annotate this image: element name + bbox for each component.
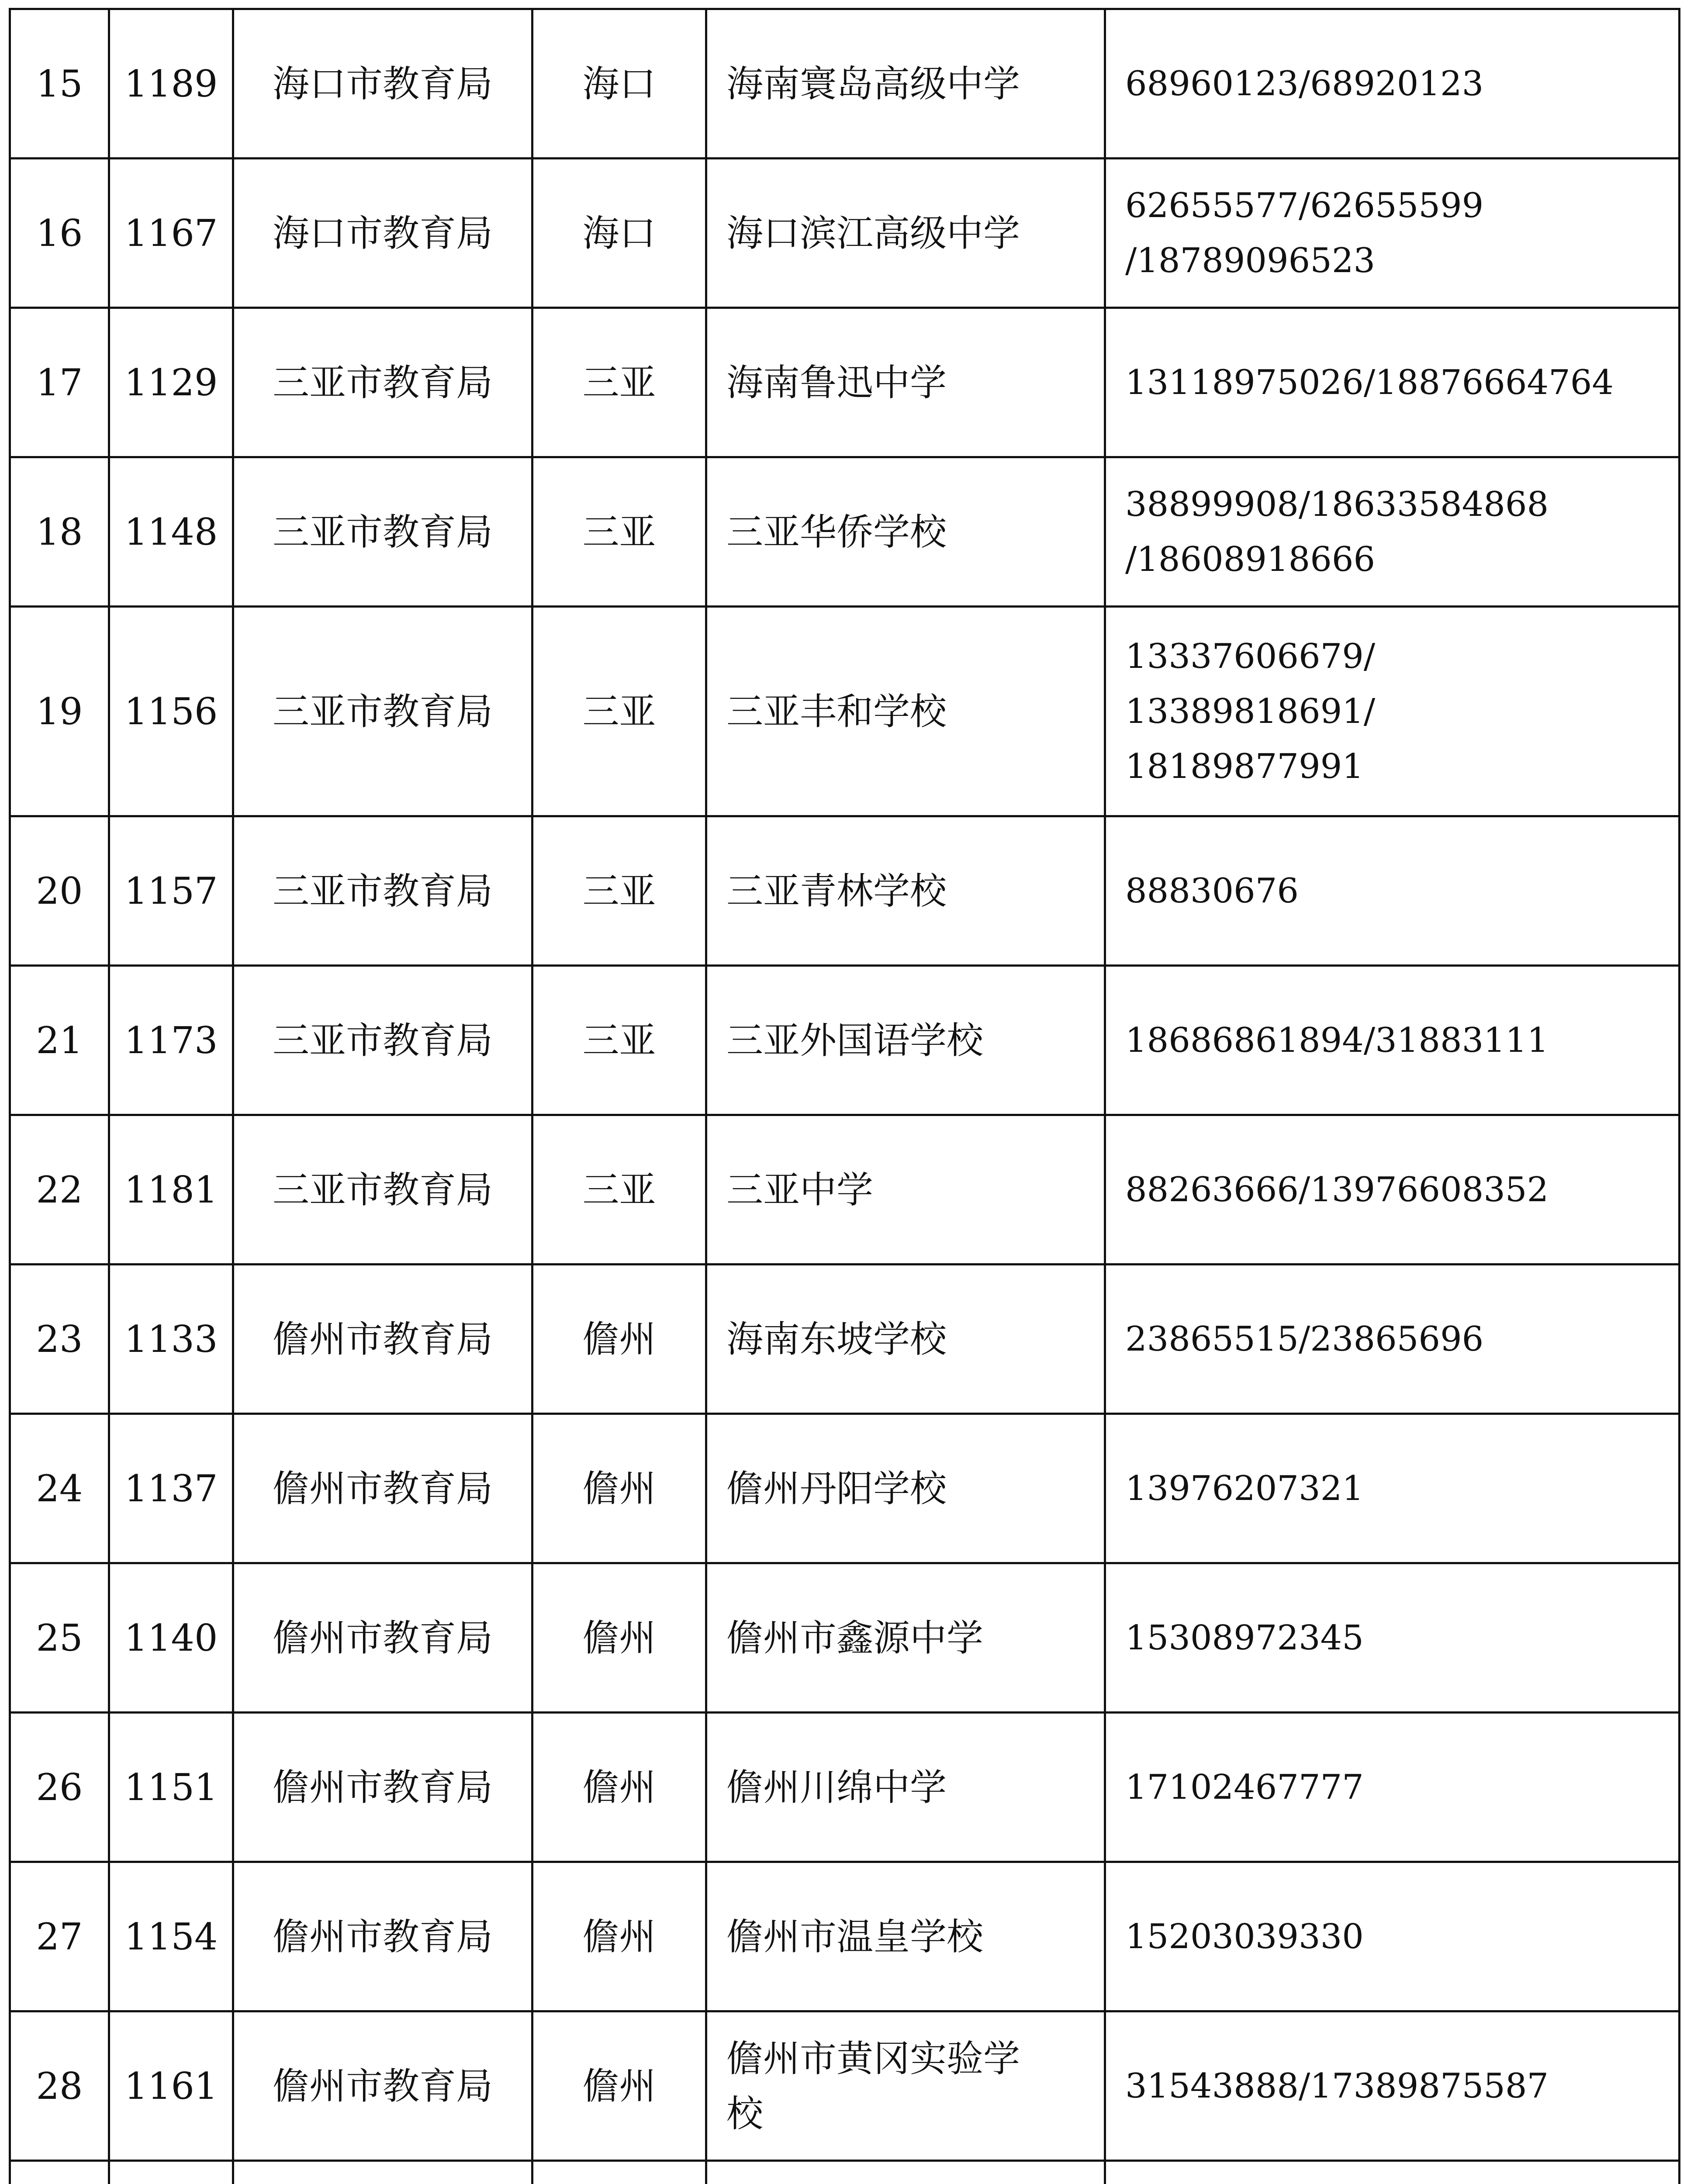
- school-name-line: 儋州丹阳学校: [726, 1467, 947, 1510]
- table-row: [10, 9, 1680, 159]
- school-name-cell: [706, 607, 1105, 816]
- row-number-cell: 23: [10, 1265, 109, 1414]
- school-code-cell: 1129: [109, 308, 233, 457]
- row-number-cell: 24: [10, 1414, 109, 1563]
- contact-phone-cell: [1105, 1414, 1680, 1563]
- contact-phone-cell: [1105, 966, 1680, 1115]
- phone-line: 18686861894/31883111: [1125, 1020, 1549, 1060]
- school-name-cell: [706, 159, 1105, 308]
- school-code-cell: 1181: [109, 1115, 233, 1265]
- school-name-cell: [706, 1115, 1105, 1265]
- school-code-cell: 1161: [109, 2011, 233, 2161]
- row-number-cell: 22: [10, 1115, 109, 1265]
- education-bureau-cell: [233, 2161, 532, 2184]
- school-name-cell: [706, 1862, 1105, 2011]
- city-cell: 儋州: [532, 2011, 706, 2161]
- school-name-cell: [706, 1713, 1105, 1862]
- school-code-cell: 1167: [109, 159, 233, 308]
- contact-phone-cell: [1105, 607, 1680, 816]
- phone-line: 15308972345: [1125, 1618, 1364, 1658]
- school-name-cell: [706, 966, 1105, 1115]
- table-row: [10, 1265, 1680, 1414]
- phone-line: 23865515/23865696: [1125, 1319, 1484, 1359]
- education-bureau-cell: 儋州市教育局: [233, 1414, 532, 1563]
- city-cell: 儋州: [532, 1265, 706, 1414]
- school-code-cell: 1189: [109, 9, 233, 159]
- phone-line: 38899908/18633584868: [1125, 484, 1549, 524]
- school-code-cell: 1148: [109, 457, 233, 607]
- education-bureau-cell: 儋州市教育局: [233, 1713, 532, 1862]
- school-code-cell: 1133: [109, 1265, 233, 1414]
- phone-line: [1125, 2181, 1665, 2184]
- phone-line: /18608918666: [1125, 539, 1376, 579]
- education-bureau-cell: 海口市教育局: [233, 159, 532, 308]
- education-bureau-cell: 儋州市教育局: [233, 1265, 532, 1414]
- school-name-line: 儋州市黄冈实验学: [726, 2037, 1020, 2080]
- school-code-cell: 1156: [109, 607, 233, 816]
- contact-phone-cell: [1105, 1862, 1680, 2011]
- table-row: [10, 308, 1680, 457]
- row-number-cell: 27: [10, 1862, 109, 2011]
- school-name-line: 校: [726, 2092, 764, 2135]
- contact-phone-cell: [1105, 308, 1680, 457]
- school-code-cell: 1137: [109, 1414, 233, 1563]
- school-code-cell: 1140: [109, 1563, 233, 1713]
- table-row: [10, 1713, 1680, 1862]
- table-row: [10, 2011, 1680, 2161]
- table-row: [10, 1115, 1680, 1265]
- row-number-cell: 26: [10, 1713, 109, 1862]
- city-cell: 海口: [532, 159, 706, 308]
- phone-line: 13118975026/18876664764: [1125, 363, 1614, 402]
- education-bureau-cell: 儋州市教育局: [233, 1862, 532, 2011]
- contact-phone-cell: [1105, 1265, 1680, 1414]
- school-name-cell: [706, 9, 1105, 159]
- school-name-cell: [706, 1265, 1105, 1414]
- row-number-cell: 18: [10, 457, 109, 607]
- school-name-line: 三亚外国语学校: [726, 1019, 984, 1062]
- phone-line: 62655577/62655599: [1125, 186, 1484, 225]
- row-number-cell: 16: [10, 159, 109, 308]
- school-code-cell: 1157: [109, 816, 233, 966]
- phone-line: 18189877991: [1125, 746, 1364, 786]
- school-name-line: 海南东坡学校: [726, 1317, 947, 1361]
- table-row: [10, 816, 1680, 966]
- education-bureau-cell: 儋州市教育局: [233, 2011, 532, 2161]
- phone-line: 17102467777: [1125, 1767, 1364, 1807]
- school-name-cell: [706, 2161, 1105, 2184]
- phone-line: 31543888/17389875587: [1125, 2066, 1549, 2106]
- contact-phone-cell: [1105, 816, 1680, 966]
- school-name-line: 儋州市鑫源中学: [726, 1616, 984, 1659]
- phone-line: 88830676: [1125, 871, 1299, 911]
- school-name-line: 三亚中学: [726, 1168, 874, 1211]
- table-row: [10, 2161, 1680, 2184]
- phone-line: 13389818691/: [1125, 691, 1376, 731]
- school-name-cell: [706, 308, 1105, 457]
- row-number-cell: 17: [10, 308, 109, 457]
- school-name-line: 海南鲁迅中学: [726, 361, 947, 404]
- school-name-line: 儋州市温皇学校: [726, 1915, 984, 1958]
- contact-phone-cell: [1105, 159, 1680, 308]
- city-cell: 三亚: [532, 457, 706, 607]
- city-cell: 三亚: [532, 607, 706, 816]
- row-number-cell: 20: [10, 816, 109, 966]
- school-name-line: 三亚华侨学校: [726, 510, 947, 553]
- education-bureau-cell: 三亚市教育局: [233, 816, 532, 966]
- school-code-cell: [109, 2161, 233, 2184]
- education-bureau-cell: 海口市教育局: [233, 9, 532, 159]
- phone-line: 88263666/13976608352: [1125, 1170, 1549, 1209]
- contact-phone-cell: [1105, 2011, 1680, 2161]
- phone-line: /18789096523: [1125, 241, 1376, 280]
- school-name-line: 三亚青林学校: [726, 869, 947, 912]
- contact-phone-cell: [1105, 2161, 1680, 2184]
- school-name-line: 海口滨江高级中学: [726, 211, 1020, 255]
- school-name-line: 海南寰岛高级中学: [726, 62, 1020, 105]
- city-cell: 儋州: [532, 1713, 706, 1862]
- school-name-cell: [706, 2011, 1105, 2161]
- school-code-cell: 1173: [109, 966, 233, 1115]
- school-name-line: 儋州川绵中学: [726, 1766, 947, 1809]
- city-cell: 三亚: [532, 1115, 706, 1265]
- school-name-cell: [706, 1563, 1105, 1713]
- city-cell: 儋州: [532, 1414, 706, 1563]
- city-cell: 三亚: [532, 816, 706, 966]
- education-bureau-cell: 三亚市教育局: [233, 308, 532, 457]
- table-row: [10, 1563, 1680, 1713]
- row-number-cell: 15: [10, 9, 109, 159]
- education-bureau-cell: 儋州市教育局: [233, 1563, 532, 1713]
- table-row: [10, 1414, 1680, 1563]
- phone-line: 68960123/68920123: [1125, 64, 1484, 104]
- table-row: [10, 966, 1680, 1115]
- phone-line: 13976207321: [1125, 1469, 1364, 1508]
- row-number-cell: 21: [10, 966, 109, 1115]
- school-name-line: 三亚丰和学校: [726, 690, 947, 733]
- row-number-cell: [10, 2161, 109, 2184]
- school-name-cell: [706, 457, 1105, 607]
- phone-line: 13337606679/: [1125, 636, 1376, 676]
- table-row: [10, 457, 1680, 607]
- school-code-cell: 1151: [109, 1713, 233, 1862]
- table-row: [10, 607, 1680, 816]
- education-bureau-cell: 三亚市教育局: [233, 457, 532, 607]
- row-number-cell: 19: [10, 607, 109, 816]
- contact-phone-cell: [1105, 1563, 1680, 1713]
- row-number-cell: 25: [10, 1563, 109, 1713]
- contact-phone-cell: [1105, 9, 1680, 159]
- city-cell: 儋州: [532, 1563, 706, 1713]
- table-row: [10, 159, 1680, 308]
- city-cell: 海口: [532, 9, 706, 159]
- table-body: [10, 9, 1680, 2184]
- school-name-cell: [706, 816, 1105, 966]
- education-bureau-cell: 三亚市教育局: [233, 607, 532, 816]
- school-code-cell: 1154: [109, 1862, 233, 2011]
- school-contact-table: [9, 8, 1680, 2184]
- contact-phone-cell: [1105, 1713, 1680, 1862]
- education-bureau-cell: 三亚市教育局: [233, 1115, 532, 1265]
- row-number-cell: 28: [10, 2011, 109, 2161]
- table-row: [10, 1862, 1680, 2011]
- city-cell: 三亚: [532, 308, 706, 457]
- city-cell: [532, 2161, 706, 2184]
- contact-phone-cell: [1105, 1115, 1680, 1265]
- city-cell: 三亚: [532, 966, 706, 1115]
- phone-line: 15203039330: [1125, 1917, 1364, 1956]
- contact-phone-cell: [1105, 457, 1680, 607]
- city-cell: 儋州: [532, 1862, 706, 2011]
- school-name-cell: [706, 1414, 1105, 1563]
- education-bureau-cell: 三亚市教育局: [233, 966, 532, 1115]
